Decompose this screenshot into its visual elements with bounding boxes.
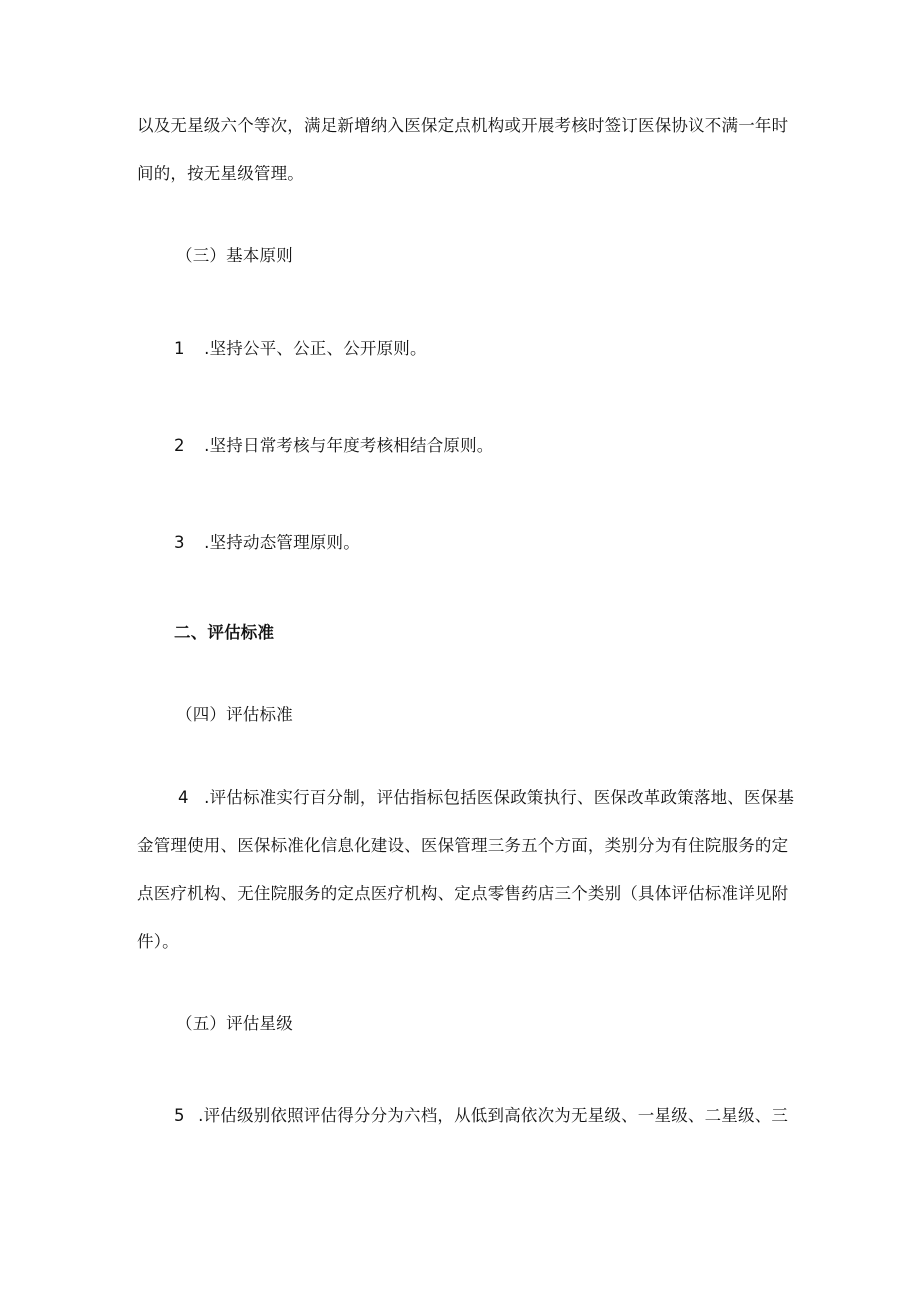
section-3-heading: （三）基本原则 — [176, 246, 293, 265]
rating-item-5-text-line-1: .评估级别依照评估得分分为六档，从低到高依次为无星级、一星级、二星级、三 — [198, 1106, 789, 1125]
principle-item-1-number: 1 — [174, 339, 185, 358]
part-2-heading: 二、评估标准 — [174, 623, 275, 642]
standard-item-4-line-3: 点医疗机构、无住院服务的定点医疗机构、定点零售药店三个类别（具体评估标准详见附 — [137, 884, 789, 903]
section-4-heading: （四）评估标准 — [176, 705, 293, 724]
principle-item-2-number: 2 — [174, 436, 185, 455]
principle-item-2 — [174, 434, 494, 458]
principle-item-2-text: .坚持日常考核与年度考核相结合原则。 — [204, 436, 494, 455]
intro-line-1: 以及无星级六个等次，满足新增纳入医保定点机构或开展考核时签订医保协议不满一年时 — [137, 116, 789, 135]
section-5-heading: （五）评估星级 — [176, 1014, 293, 1033]
principle-item-3-number: 3 — [174, 533, 185, 552]
standard-item-4-line-2: 金管理使用、医保标准化信息化建设、医保管理三务五个方面，类别分为有住院服务的定 — [137, 836, 789, 855]
principle-item-1-text: .坚持公平、公正、公开原则。 — [204, 339, 427, 358]
principle-item-1 — [174, 337, 427, 361]
rating-item-5-number: 5 — [174, 1106, 185, 1125]
intro-line-2: 间的，按无星级管理。 — [137, 164, 304, 183]
standard-item-4-line-4: 件）。 — [137, 932, 179, 951]
principle-item-3 — [174, 531, 360, 555]
rating-item-5-line-1 — [174, 1104, 788, 1128]
standard-item-4-text-line-1: .评估标准实行百分制，评估指标包括医保政策执行、医保改革政策落地、医保基 — [204, 788, 795, 807]
standard-item-4-line-1 — [178, 786, 794, 810]
principle-item-3-text: .坚持动态管理原则。 — [204, 533, 360, 552]
standard-item-4-number: 4 — [178, 788, 189, 807]
